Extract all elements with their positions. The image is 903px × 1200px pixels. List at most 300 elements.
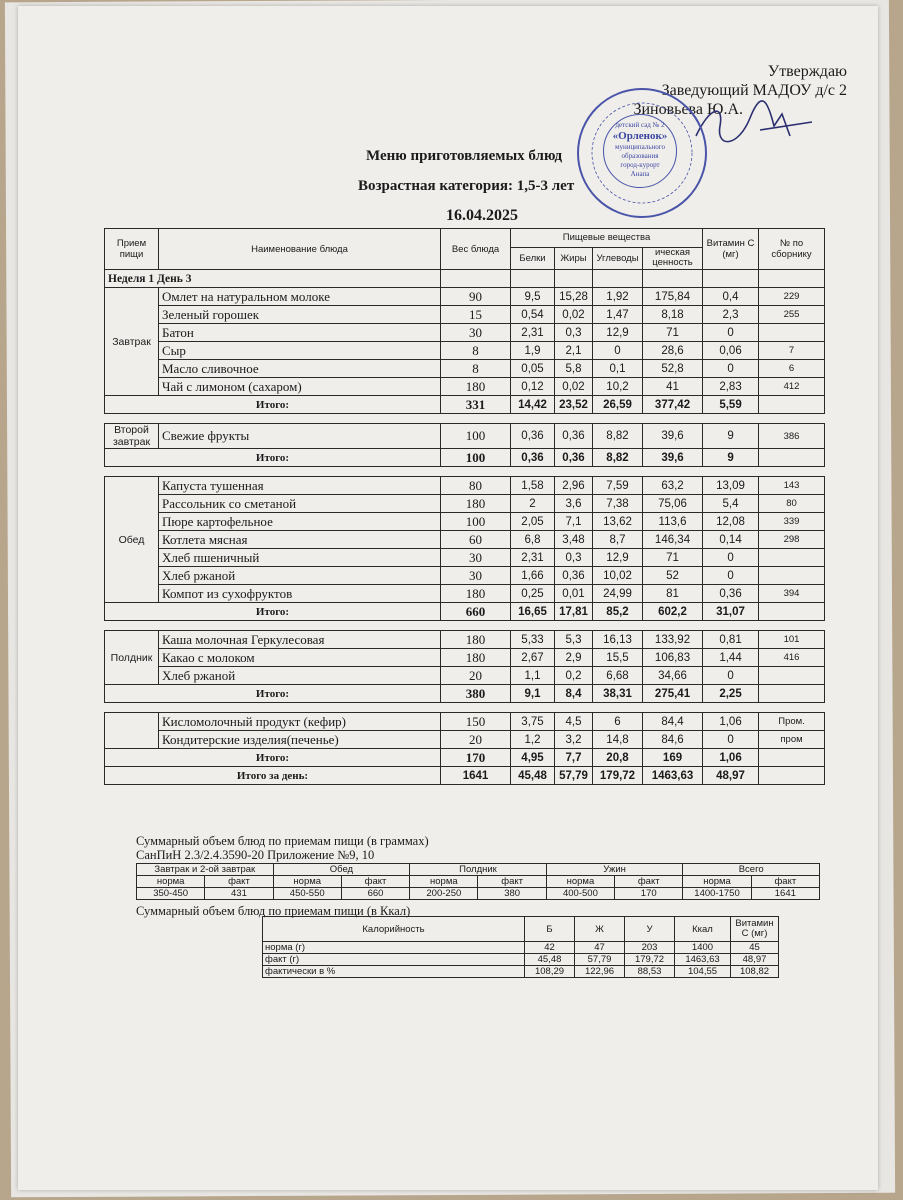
dish-weight: 100	[441, 513, 511, 531]
nutrient-cell: 12,9	[593, 549, 643, 567]
nutrient-cell: 14,8	[593, 731, 643, 749]
kcal-value: 47	[575, 942, 625, 954]
total-row	[105, 749, 825, 767]
recipe-number	[759, 324, 825, 342]
dish-name: Какао с молоком	[159, 649, 441, 667]
dish-weight: 180	[441, 585, 511, 603]
total-row	[105, 449, 825, 467]
sum-group: Всего	[683, 864, 820, 876]
recipe-number: пром	[759, 731, 825, 749]
dish-name: Хлеб ржаной	[159, 667, 441, 685]
dish-weight: 60	[441, 531, 511, 549]
signature	[690, 96, 820, 156]
nutrient-cell: 41	[643, 378, 703, 396]
sum-value: 1641	[751, 888, 819, 900]
menu-row	[105, 585, 825, 603]
menu-row	[105, 531, 825, 549]
dish-name: Сыр	[159, 342, 441, 360]
menu-row	[105, 495, 825, 513]
nutrient-cell: 2,31	[511, 324, 555, 342]
dish-name: Масло сливочное	[159, 360, 441, 378]
kcal-value: 57,79	[575, 954, 625, 966]
dish-name: Рассольник со сметаной	[159, 495, 441, 513]
sum-value: 660	[341, 888, 409, 900]
nutrient-cell: 0,3	[555, 549, 593, 567]
nutrient-cell: 1,2	[511, 731, 555, 749]
sum-value: 200-250	[410, 888, 478, 900]
recipe-number: 412	[759, 378, 825, 396]
dish-name: Каша молочная Геркулесовая	[159, 631, 441, 649]
col-carbs: Углеводы	[593, 247, 643, 269]
total-value: 17,81	[555, 603, 593, 621]
nutrient-cell: 84,6	[643, 731, 703, 749]
vitamin-cell: 0,14	[703, 531, 759, 549]
dish-name: Хлеб ржаной	[159, 567, 441, 585]
total-value: 660	[441, 603, 511, 621]
kcal-row	[263, 942, 779, 954]
dish-weight: 30	[441, 567, 511, 585]
vitamin-cell: 0	[703, 667, 759, 685]
nutrient-cell: 9,5	[511, 288, 555, 306]
nutrient-cell: 0,01	[555, 585, 593, 603]
stamp-line: детский сад № 2	[615, 121, 665, 129]
recipe-number: Пром.	[759, 713, 825, 731]
dish-name: Свежие фрукты	[159, 424, 441, 449]
vitamin-cell: 1,06	[703, 713, 759, 731]
menu-row	[105, 649, 825, 667]
total-value: 170	[441, 749, 511, 767]
total-empty	[759, 603, 825, 621]
vitamin-cell: 2,83	[703, 378, 759, 396]
day-total-row	[105, 767, 825, 785]
col-vitamin: Витамин С (мг)	[703, 229, 759, 270]
nutrient-cell: 0,36	[511, 424, 555, 449]
recipe-number: 229	[759, 288, 825, 306]
kcal-value: 108,29	[525, 966, 575, 978]
menu-row	[105, 288, 825, 306]
nutrient-cell: 0,2	[555, 667, 593, 685]
vitamin-cell: 5,4	[703, 495, 759, 513]
nutrient-cell: 3,6	[555, 495, 593, 513]
dish-name: Пюре картофельное	[159, 513, 441, 531]
kcal-header: Ккал	[675, 917, 731, 942]
sum-value: 1400-1750	[683, 888, 751, 900]
nutrient-cell: 2,1	[555, 342, 593, 360]
nutrient-cell: 81	[643, 585, 703, 603]
col-protein: Белки	[511, 247, 555, 269]
menu-date: 16.04.2025	[446, 207, 518, 224]
vitamin-cell: 0	[703, 567, 759, 585]
total-value: 602,2	[643, 603, 703, 621]
nutrient-cell: 5,33	[511, 631, 555, 649]
total-value: 7,7	[555, 749, 593, 767]
dish-weight: 180	[441, 378, 511, 396]
nutrient-cell: 12,9	[593, 324, 643, 342]
sum-norm-label: норма	[137, 876, 205, 888]
dish-name: Компот из сухофруктов	[159, 585, 441, 603]
recipe-number: 6	[759, 360, 825, 378]
nutrient-cell: 1,58	[511, 477, 555, 495]
nutrient-cell: 6,68	[593, 667, 643, 685]
total-value: 0,36	[555, 449, 593, 467]
nutrient-cell: 2,31	[511, 549, 555, 567]
nutrient-cell: 6	[593, 713, 643, 731]
stamp-line: город-курорт	[620, 161, 660, 169]
nutrient-cell: 39,6	[643, 424, 703, 449]
kcal-row	[263, 954, 779, 966]
vitamin-cell: 12,08	[703, 513, 759, 531]
recipe-number: 80	[759, 495, 825, 513]
total-label: Итого:	[105, 749, 441, 767]
menu-row	[105, 549, 825, 567]
nutrient-cell: 2,05	[511, 513, 555, 531]
kcal-row-label: норма (г)	[263, 942, 525, 954]
recipe-number: 7	[759, 342, 825, 360]
dish-weight: 20	[441, 667, 511, 685]
meal-label: Обед	[105, 477, 159, 603]
sum-value: 380	[478, 888, 546, 900]
nutrient-cell: 63,2	[643, 477, 703, 495]
kcal-header: Б	[525, 917, 575, 942]
dish-weight: 30	[441, 549, 511, 567]
meal-label: Второй завтрак	[105, 424, 159, 449]
total-value: 23,52	[555, 396, 593, 414]
vitamin-cell: 9	[703, 424, 759, 449]
stamp-line: Анапа	[630, 170, 650, 178]
nutrient-cell: 6,8	[511, 531, 555, 549]
kcal-value: 48,97	[731, 954, 779, 966]
nutrient-cell: 15,5	[593, 649, 643, 667]
total-empty	[759, 396, 825, 414]
menu-row	[105, 477, 825, 495]
week-day-label: Неделя 1 День 3	[105, 270, 441, 288]
organization-stamp	[577, 88, 707, 218]
total-value: 275,41	[643, 685, 703, 703]
dish-name: Хлеб пшеничный	[159, 549, 441, 567]
dish-weight: 15	[441, 306, 511, 324]
meal-label	[105, 713, 159, 749]
total-value: 8,82	[593, 449, 643, 467]
dish-weight: 30	[441, 324, 511, 342]
kcal-header: Калорийность	[263, 917, 525, 942]
dish-weight: 8	[441, 360, 511, 378]
day-total-value: 57,79	[555, 767, 593, 785]
nutrient-cell: 16,13	[593, 631, 643, 649]
menu-row	[105, 513, 825, 531]
menu-row	[105, 342, 825, 360]
nutrient-cell: 71	[643, 549, 703, 567]
total-empty	[759, 749, 825, 767]
recipe-number: 101	[759, 631, 825, 649]
nutrient-cell: 1,92	[593, 288, 643, 306]
total-row	[105, 396, 825, 414]
total-value: 39,6	[643, 449, 703, 467]
recipe-number: 298	[759, 531, 825, 549]
sum-fact-label: факт	[615, 876, 683, 888]
nutrient-cell: 8,82	[593, 424, 643, 449]
col-dish: Наименование блюда	[159, 229, 441, 270]
kcal-row-label: фактически в %	[263, 966, 525, 978]
dish-name: Зеленый горошек	[159, 306, 441, 324]
nutrient-cell: 0,36	[555, 567, 593, 585]
sum-group: Обед	[273, 864, 410, 876]
total-value: 0,36	[511, 449, 555, 467]
col-energy: ическая ценность	[643, 247, 703, 269]
dish-weight: 80	[441, 477, 511, 495]
kcal-row-label: факт (г)	[263, 954, 525, 966]
kcal-value: 108,82	[731, 966, 779, 978]
summary-kcal-title: Суммарный объем блюд по приемам пищи (в Ккал)	[136, 904, 411, 918]
nutrient-cell: 3,2	[555, 731, 593, 749]
sum-fact-label: факт	[341, 876, 409, 888]
kcal-value: 1400	[675, 942, 731, 954]
recipe-number: 339	[759, 513, 825, 531]
dish-name: Батон	[159, 324, 441, 342]
dish-name: Чай с лимоном (сахаром)	[159, 378, 441, 396]
age-category: Возрастная категория: 1,5-3 лет	[358, 178, 575, 194]
kcal-header: Ж	[575, 917, 625, 942]
vitamin-cell: 0	[703, 360, 759, 378]
nutrient-cell: 113,6	[643, 513, 703, 531]
kcal-value: 45,48	[525, 954, 575, 966]
total-empty	[759, 685, 825, 703]
menu-row	[105, 713, 825, 731]
dish-weight: 150	[441, 713, 511, 731]
section-breakfast	[105, 288, 825, 414]
nutrient-cell: 7,38	[593, 495, 643, 513]
day-total-value: 1641	[441, 767, 511, 785]
section-lunch	[105, 477, 825, 621]
total-value: 4,95	[511, 749, 555, 767]
day-total-value: 45,48	[511, 767, 555, 785]
menu-row	[105, 360, 825, 378]
sum-group: Ужин	[546, 864, 683, 876]
dish-name: Омлет на натуральном молоке	[159, 288, 441, 306]
vitamin-cell: 0	[703, 731, 759, 749]
nutrient-cell: 0,54	[511, 306, 555, 324]
kcal-header: У	[625, 917, 675, 942]
total-label: Итого:	[105, 396, 441, 414]
nutrient-cell: 10,2	[593, 378, 643, 396]
total-value: 100	[441, 449, 511, 467]
dish-weight: 180	[441, 631, 511, 649]
col-recipe: № по сборнику	[759, 229, 825, 270]
nutrient-cell: 0,3	[555, 324, 593, 342]
total-value: 85,2	[593, 603, 643, 621]
summary-grams-table	[136, 863, 820, 900]
nutrient-cell: 0,12	[511, 378, 555, 396]
vitamin-cell: 0,4	[703, 288, 759, 306]
menu-row	[105, 324, 825, 342]
kcal-row	[263, 966, 779, 978]
total-value: 9	[703, 449, 759, 467]
nutrient-cell: 8,7	[593, 531, 643, 549]
nutrient-cell: 0,1	[593, 360, 643, 378]
total-value: 38,31	[593, 685, 643, 703]
total-label: Итого:	[105, 449, 441, 467]
nutrient-cell: 4,5	[555, 713, 593, 731]
recipe-number: 386	[759, 424, 825, 449]
sum-norm-label: норма	[546, 876, 614, 888]
summary-grams-title: Суммарный объем блюд по приемам пищи (в граммах)	[136, 834, 429, 848]
recipe-number	[759, 549, 825, 567]
vitamin-cell: 0,81	[703, 631, 759, 649]
vitamin-cell: 2,3	[703, 306, 759, 324]
kcal-value: 122,96	[575, 966, 625, 978]
stamp-name: «Орленок»	[612, 130, 668, 142]
nutrient-cell: 7,59	[593, 477, 643, 495]
document-title: Меню приготовляемых блюд	[366, 148, 563, 164]
summary-kcal-table	[262, 916, 779, 978]
total-value: 14,42	[511, 396, 555, 414]
menu-row	[105, 306, 825, 324]
nutrient-cell: 0,36	[555, 424, 593, 449]
total-value: 9,1	[511, 685, 555, 703]
dish-name: Кондитерские изделия(печенье)	[159, 731, 441, 749]
nutrient-cell: 3,75	[511, 713, 555, 731]
day-total-value: 1463,63	[643, 767, 703, 785]
total-value: 31,07	[703, 603, 759, 621]
nutrient-cell: 175,84	[643, 288, 703, 306]
dish-weight: 180	[441, 649, 511, 667]
vitamin-cell: 0,36	[703, 585, 759, 603]
col-meal: Прием пищи	[105, 229, 159, 270]
dish-weight: 90	[441, 288, 511, 306]
day-total-value: 179,72	[593, 767, 643, 785]
menu-row	[105, 424, 825, 449]
nutrient-cell: 8,18	[643, 306, 703, 324]
sum-norm-label: норма	[410, 876, 478, 888]
nutrient-cell: 2,96	[555, 477, 593, 495]
nutrient-cell: 1,9	[511, 342, 555, 360]
sum-norm-label: норма	[683, 876, 751, 888]
recipe-number: 394	[759, 585, 825, 603]
nutrient-cell: 1,1	[511, 667, 555, 685]
sum-value: 350-450	[137, 888, 205, 900]
total-value: 331	[441, 396, 511, 414]
nutrient-cell: 0,05	[511, 360, 555, 378]
nutrient-cell: 0	[593, 342, 643, 360]
nutrient-cell: 71	[643, 324, 703, 342]
vitamin-cell: 0,06	[703, 342, 759, 360]
summary-grams-sanpin: СанПиН 2.3/2.4.3590-20 Приложение №9, 10	[136, 848, 375, 862]
menu-row	[105, 567, 825, 585]
sum-value: 400-500	[546, 888, 614, 900]
approve-label: Утверждаю	[767, 63, 847, 80]
kcal-value: 1463,63	[675, 954, 731, 966]
sum-value: 450-550	[273, 888, 341, 900]
nutrient-cell: 15,28	[555, 288, 593, 306]
menu-row	[105, 667, 825, 685]
dish-weight: 8	[441, 342, 511, 360]
total-value: 1,06	[703, 749, 759, 767]
menu-row	[105, 631, 825, 649]
nutrient-cell: 2,67	[511, 649, 555, 667]
col-fat: Жиры	[555, 247, 593, 269]
nutrient-cell: 52,8	[643, 360, 703, 378]
kcal-value: 45	[731, 942, 779, 954]
nutrient-cell: 5,8	[555, 360, 593, 378]
total-value: 8,4	[555, 685, 593, 703]
nutrient-cell: 2,9	[555, 649, 593, 667]
nutrient-cell: 0,25	[511, 585, 555, 603]
nutrient-cell: 133,92	[643, 631, 703, 649]
meal-label: Полдник	[105, 631, 159, 685]
recipe-number	[759, 667, 825, 685]
nutrient-cell: 5,3	[555, 631, 593, 649]
dish-weight: 100	[441, 424, 511, 449]
section-snack	[105, 631, 825, 703]
dish-name: Капуста тушенная	[159, 477, 441, 495]
nutrient-cell: 0,02	[555, 378, 593, 396]
total-empty	[759, 449, 825, 467]
col-nutrients: Пищевые вещества	[511, 229, 703, 248]
total-value: 2,25	[703, 685, 759, 703]
total-label: Итого:	[105, 685, 441, 703]
col-weight: Вес блюда	[441, 229, 511, 270]
menu-row	[105, 731, 825, 749]
stamp-line: образования	[621, 152, 659, 160]
dish-name: Котлета мясная	[159, 531, 441, 549]
dish-weight: 20	[441, 731, 511, 749]
approver-name: Зиновьева Ю.А.	[633, 101, 743, 118]
nutrient-cell: 13,62	[593, 513, 643, 531]
nutrient-cell: 0,02	[555, 306, 593, 324]
total-label: Итого:	[105, 603, 441, 621]
total-value: 169	[643, 749, 703, 767]
kcal-value: 179,72	[625, 954, 675, 966]
nutrient-cell: 34,66	[643, 667, 703, 685]
kcal-header: Витамин С (мг)	[731, 917, 779, 942]
kcal-value: 104,55	[675, 966, 731, 978]
meal-label: Завтрак	[105, 288, 159, 396]
nutrient-cell: 84,4	[643, 713, 703, 731]
section-second-breakfast	[105, 424, 825, 467]
recipe-number: 143	[759, 477, 825, 495]
recipe-number: 255	[759, 306, 825, 324]
recipe-number: 416	[759, 649, 825, 667]
approver-position: Заведующий МАДОУ д/с 2	[661, 82, 847, 99]
stamp-line: муниципального	[615, 143, 665, 151]
kcal-value: 88,53	[625, 966, 675, 978]
day-total-value: 48,97	[703, 767, 759, 785]
nutrient-cell: 106,83	[643, 649, 703, 667]
kcal-value: 42	[525, 942, 575, 954]
menu-table	[104, 228, 825, 785]
nutrient-cell: 1,47	[593, 306, 643, 324]
nutrient-cell: 10,02	[593, 567, 643, 585]
total-row	[105, 685, 825, 703]
nutrient-cell: 75,06	[643, 495, 703, 513]
sum-fact-label: факт	[751, 876, 819, 888]
nutrient-cell: 1,66	[511, 567, 555, 585]
sum-value: 170	[615, 888, 683, 900]
nutrient-cell: 28,6	[643, 342, 703, 360]
vitamin-cell: 0	[703, 549, 759, 567]
sum-group: Полдник	[410, 864, 547, 876]
vitamin-cell: 13,09	[703, 477, 759, 495]
dish-name: Кисломолочный продукт (кефир)	[159, 713, 441, 731]
total-value: 377,42	[643, 396, 703, 414]
kcal-value: 203	[625, 942, 675, 954]
nutrient-cell: 52	[643, 567, 703, 585]
total-value: 5,59	[703, 396, 759, 414]
nutrient-cell: 2	[511, 495, 555, 513]
total-value: 26,59	[593, 396, 643, 414]
nutrient-cell: 146,34	[643, 531, 703, 549]
sum-value: 431	[205, 888, 273, 900]
total-value: 16,65	[511, 603, 555, 621]
